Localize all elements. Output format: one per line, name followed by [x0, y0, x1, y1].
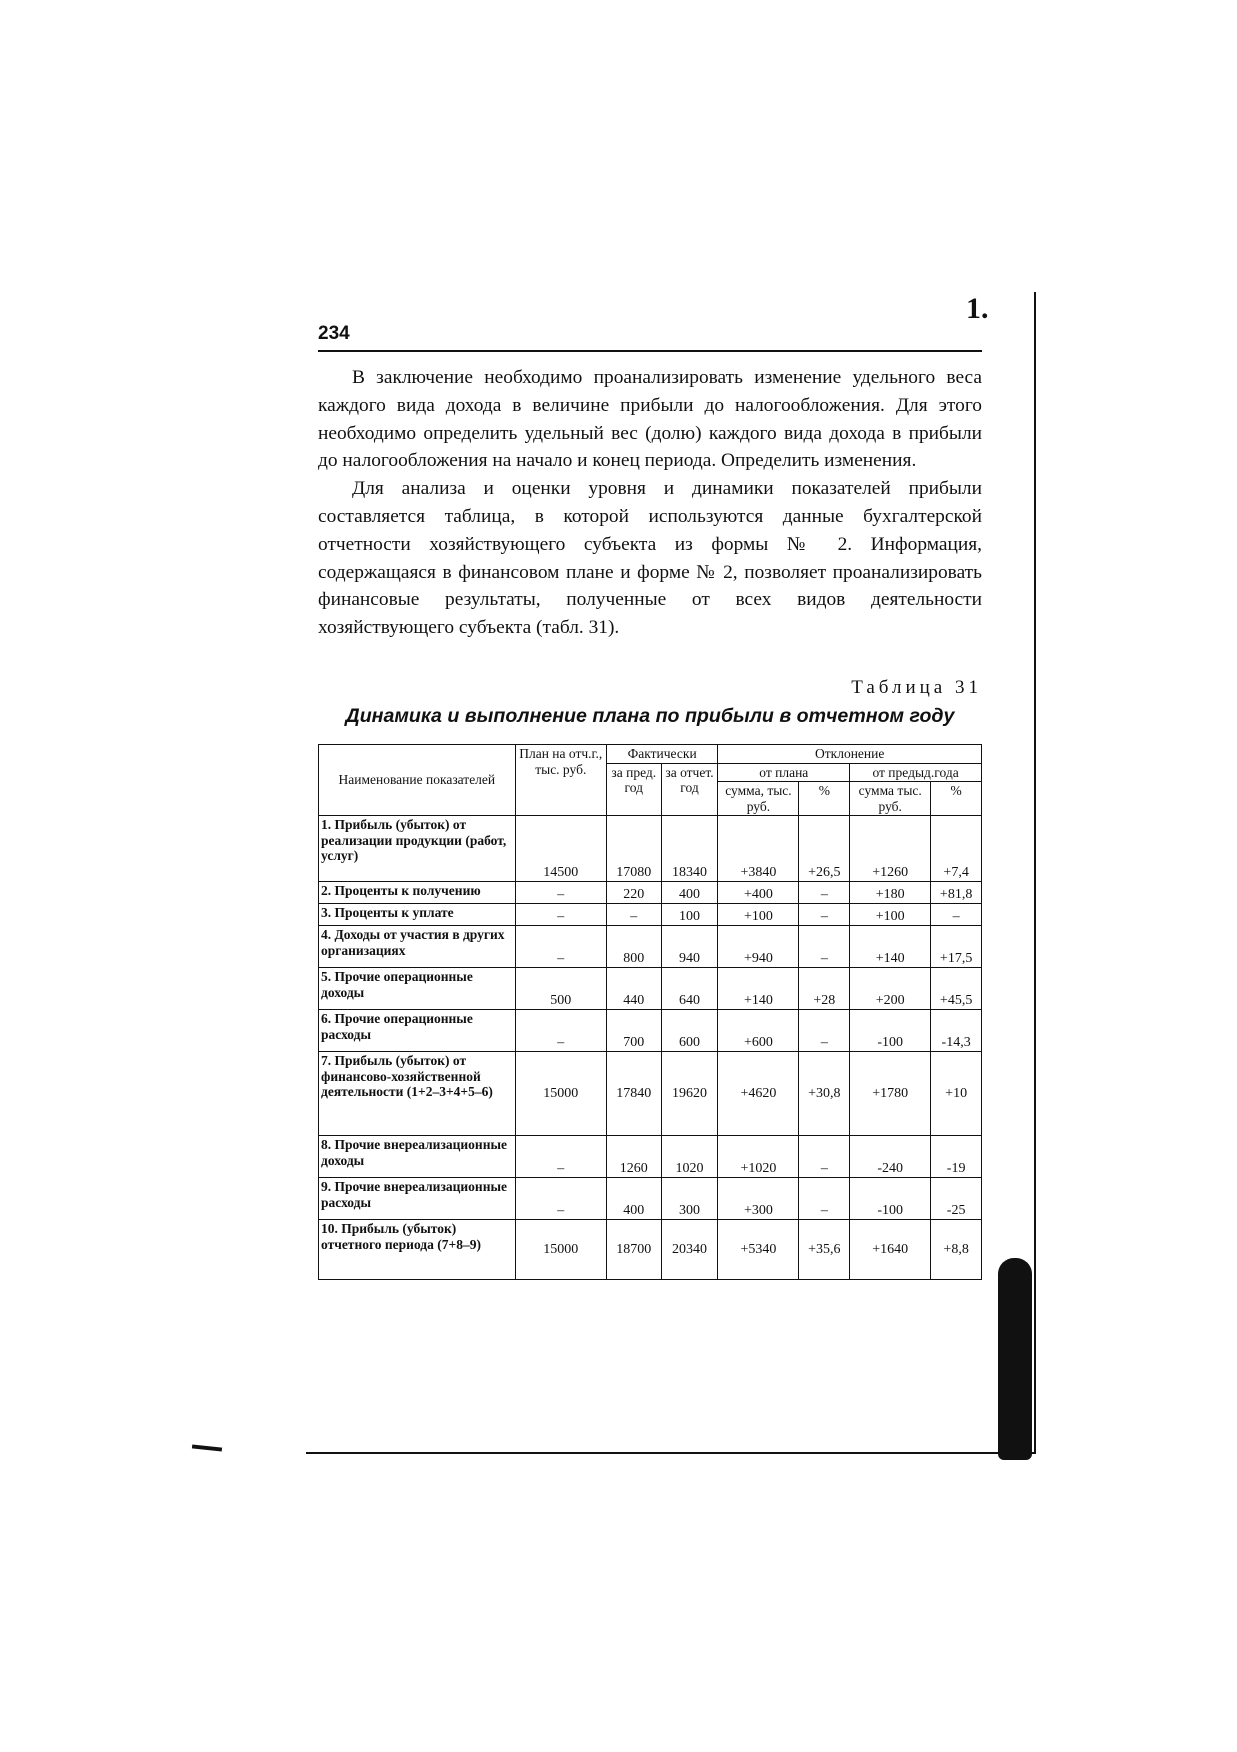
page-number: 234: [318, 323, 350, 344]
cell-dev-plan-pct: –: [799, 1178, 850, 1220]
cell-curr: 400: [661, 882, 718, 904]
cell-dev-prev-pct: -19: [931, 1136, 982, 1178]
header-rule: [318, 350, 982, 352]
cell-dev-plan-pct: +30,8: [799, 1052, 850, 1136]
table-title: Динамика и выполнение плана по прибыли в отчетном году: [345, 705, 955, 727]
scan-mark: [192, 1444, 222, 1451]
cell-dev-plan-pct: –: [799, 882, 850, 904]
paragraph-1: В заключение необходимо проанализировать изменение удельного веса каждого вида дохода в величине прибыли до налогообложения. Для этого необходимо определить удельный вес (долю) каждого вида дохода в прибыли до налогообложения на начало и конец периода. Определить изменения.: [318, 367, 982, 472]
header-actual: Фактически: [606, 745, 718, 764]
cell-plan: –: [515, 1136, 606, 1178]
cell-dev-plan-sum: +300: [718, 1178, 799, 1220]
cell-dev-plan-sum: +940: [718, 926, 799, 968]
cell-prev: 440: [606, 968, 661, 1010]
cell-dev-prev-sum: +180: [850, 882, 931, 904]
row-name: 10. Прибыль (убыток) отчетного периода (7+8–9): [319, 1220, 516, 1280]
cell-dev-prev-pct: +81,8: [931, 882, 982, 904]
cell-dev-prev-pct: -14,3: [931, 1010, 982, 1052]
header-sum-plan: сумма, тыс. руб.: [718, 782, 799, 816]
row-name: 9. Прочие внереализационные расходы: [319, 1178, 516, 1220]
cell-curr: 100: [661, 904, 718, 926]
cell-dev-plan-sum: +1020: [718, 1136, 799, 1178]
cell-curr: 20340: [661, 1220, 718, 1280]
header-pct-prev: %: [931, 782, 982, 816]
cell-dev-prev-pct: –: [931, 904, 982, 926]
table-row: [319, 1052, 982, 1136]
table-row: [319, 904, 982, 926]
right-edge-rule: [1034, 292, 1036, 1452]
cell-curr: 1020: [661, 1136, 718, 1178]
cell-dev-prev-sum: +1640: [850, 1220, 931, 1280]
header-name: Наименование показателей: [319, 745, 516, 816]
cell-dev-prev-sum: +100: [850, 904, 931, 926]
cell-plan: –: [515, 926, 606, 968]
cell-curr: 18340: [661, 816, 718, 882]
cell-dev-plan-sum: +3840: [718, 816, 799, 882]
row-name: 6. Прочие операционные расходы: [319, 1010, 516, 1052]
cell-plan: 15000: [515, 1220, 606, 1280]
cell-dev-plan-pct: –: [799, 1010, 850, 1052]
cell-dev-plan-sum: +140: [718, 968, 799, 1010]
cell-dev-prev-sum: +200: [850, 968, 931, 1010]
cell-prev: 220: [606, 882, 661, 904]
cell-curr: 300: [661, 1178, 718, 1220]
table-row: [319, 816, 982, 882]
corner-mark: 1.: [966, 292, 989, 325]
cell-dev-plan-pct: –: [799, 1136, 850, 1178]
cell-prev: 700: [606, 1010, 661, 1052]
cell-dev-prev-sum: +1780: [850, 1052, 931, 1136]
cell-dev-plan-pct: +28: [799, 968, 850, 1010]
table-row: [319, 1136, 982, 1178]
cell-plan: 14500: [515, 816, 606, 882]
row-name: 4. Доходы от участия в других организациях: [319, 926, 516, 968]
cell-dev-prev-pct: +10: [931, 1052, 982, 1136]
header-deviation: Отклонение: [718, 745, 982, 764]
header-from-plan: от плана: [718, 763, 850, 782]
cell-curr: 640: [661, 968, 718, 1010]
header-actual-prev: за пред. год: [606, 763, 661, 816]
paragraph-2: Для анализа и оценки уровня и динамики показателей прибыли составляется таблица, в которой используются данные бухгалтерской отчетности хозяйствующего субъекта из формы № 2. Информация, содержащаяся в финансовом плане и форме № 2, позволяет проанализировать финансовые результаты, полученные от всех видов деятельности хозяйствующего субъекта (табл. 31).: [318, 478, 982, 639]
cell-dev-prev-pct: +45,5: [931, 968, 982, 1010]
cell-prev: 800: [606, 926, 661, 968]
cell-plan: 500: [515, 968, 606, 1010]
cell-dev-prev-pct: +7,4: [931, 816, 982, 882]
header-from-prev: от предыд.года: [850, 763, 982, 782]
cell-dev-plan-pct: –: [799, 926, 850, 968]
table-row: [319, 1220, 982, 1280]
cell-plan: 15000: [515, 1052, 606, 1136]
cell-dev-plan-pct: +26,5: [799, 816, 850, 882]
cell-dev-prev-pct: +8,8: [931, 1220, 982, 1280]
cell-prev: –: [606, 904, 661, 926]
cell-dev-prev-sum: -100: [850, 1178, 931, 1220]
header-actual-curr: за отчет. год: [661, 763, 718, 816]
row-name: 5. Прочие операционные доходы: [319, 968, 516, 1010]
bottom-rule: [306, 1452, 1036, 1454]
cell-prev: 1260: [606, 1136, 661, 1178]
cell-dev-prev-sum: +140: [850, 926, 931, 968]
cell-dev-plan-sum: +4620: [718, 1052, 799, 1136]
table-row: [319, 926, 982, 968]
cell-curr: 940: [661, 926, 718, 968]
body-text: [318, 364, 982, 642]
cell-dev-prev-sum: +1260: [850, 816, 931, 882]
cell-plan: –: [515, 1010, 606, 1052]
cell-prev: 17840: [606, 1052, 661, 1136]
header-plan: План на отч.г., тыс. руб.: [515, 745, 606, 816]
cell-prev: 17080: [606, 816, 661, 882]
cell-plan: –: [515, 882, 606, 904]
cell-dev-prev-sum: -100: [850, 1010, 931, 1052]
row-name: 2. Проценты к получению: [319, 882, 516, 904]
table-label: Таблица 31: [851, 677, 982, 698]
header-sum-prev: сумма тыс. руб.: [850, 782, 931, 816]
profit-table: [318, 744, 982, 1280]
table-row: [319, 1178, 982, 1220]
cell-dev-plan-sum: +600: [718, 1010, 799, 1052]
cell-dev-plan-sum: +100: [718, 904, 799, 926]
cell-dev-plan-pct: –: [799, 904, 850, 926]
table-row: [319, 882, 982, 904]
scan-artifact: [998, 1258, 1032, 1460]
table-row: [319, 968, 982, 1010]
row-name: 8. Прочие внереализационные доходы: [319, 1136, 516, 1178]
header-pct-plan: %: [799, 782, 850, 816]
cell-dev-plan-sum: +400: [718, 882, 799, 904]
cell-curr: 19620: [661, 1052, 718, 1136]
cell-dev-prev-pct: -25: [931, 1178, 982, 1220]
cell-dev-prev-pct: +17,5: [931, 926, 982, 968]
row-name: 3. Проценты к уплате: [319, 904, 516, 926]
cell-dev-prev-sum: -240: [850, 1136, 931, 1178]
cell-plan: –: [515, 904, 606, 926]
cell-curr: 600: [661, 1010, 718, 1052]
cell-prev: 18700: [606, 1220, 661, 1280]
cell-prev: 400: [606, 1178, 661, 1220]
cell-plan: –: [515, 1178, 606, 1220]
table-row: [319, 1010, 982, 1052]
row-name: 1. Прибыль (убыток) от реализации продукции (работ, услуг): [319, 816, 516, 882]
row-name: 7. Прибыль (убыток) от финансово-хозяйственной деятельности (1+2–3+4+5–6): [319, 1052, 516, 1136]
cell-dev-plan-pct: +35,6: [799, 1220, 850, 1280]
cell-dev-plan-sum: +5340: [718, 1220, 799, 1280]
